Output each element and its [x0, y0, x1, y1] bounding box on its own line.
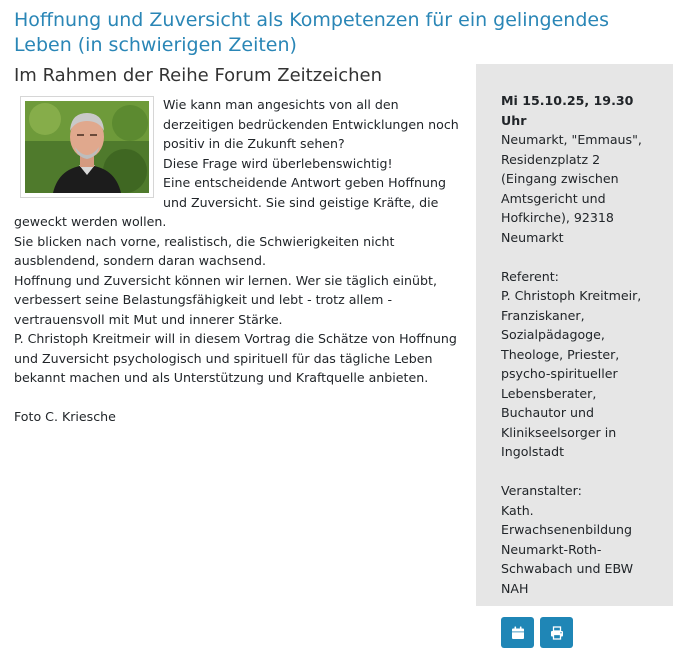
description-paragraph: Sie blicken nach vorne, realistisch, die Schwierigkeiten nicht ausblendend, sondern daran wachsend. [14, 233, 395, 268]
speaker-info: P. Christoph Kreitmeir, Franziskaner, Sozialpädagoge, Theologe, Priester, psycho-spiritueller Lebensberater, Buchautor und Klinikseelsorger in Ingolstadt [501, 288, 642, 459]
event-info-sidebar [476, 64, 673, 606]
event-title: Hoffnung und Zuversicht als Kompetenzen für ein gelingendes Leben (in schwierigen Zeiten) [14, 9, 609, 56]
event-date-time: Mi 15.10.25, 19.30 Uhr [501, 93, 634, 128]
speaker-photo [20, 96, 154, 198]
photo-credit: Foto C. Kriesche [14, 409, 116, 424]
organizer-label: Veranstalter: [501, 483, 582, 498]
description-paragraph: Diese Frage wird überlebenswichtig! [163, 155, 393, 171]
organizer-info: Kath. Erwachsenenbildung Neumarkt-Roth-Schwabach und EBW NAH [501, 502, 634, 596]
description-paragraph: P. Christoph Kreitmeir will in diesem Vortrag die Schätze von Hoffnung und Zuversicht psychologisch und spirituell für das tägliche Leben bekannt machen und als Unterstützung und Kraftquelle anbieten. [14, 331, 457, 385]
event-description [14, 95, 464, 427]
action-buttons [501, 617, 659, 648]
add-to-calendar-button[interactable] [501, 617, 534, 648]
print-button[interactable] [540, 617, 573, 648]
portrait-photo-icon [25, 101, 149, 193]
event-subtitle: Im Rahmen der Reihe Forum Zeitzeichen [14, 65, 383, 86]
description-paragraph: Wie kann man angesichts von all den derzeitigen bedrückenden Entwicklungen noch positiv in die Zukunft sehen? [163, 97, 459, 151]
calendar-icon [511, 626, 525, 640]
description-paragraph: Eine entscheidende Antwort geben Hoffnung und Zuversicht. Sie sind geistige Kräfte, die geweckt werden wollen. [14, 175, 446, 229]
event-location: Neumarkt, "Emmaus", Residenzplatz 2 (Eingang zwischen Amtsgericht und Hofkirche), 92318 Neumarkt [501, 132, 642, 245]
description-paragraph: Hoffnung und Zuversicht können wir lernen. Wer sie täglich einübt, verbessert seine Belastungsfähigkeit und lebt - trotz allem - vertrauensvoll mit Mut und innerer Stärke. [14, 272, 437, 327]
speaker-label: Referent: [501, 268, 559, 284]
print-icon [550, 626, 564, 640]
